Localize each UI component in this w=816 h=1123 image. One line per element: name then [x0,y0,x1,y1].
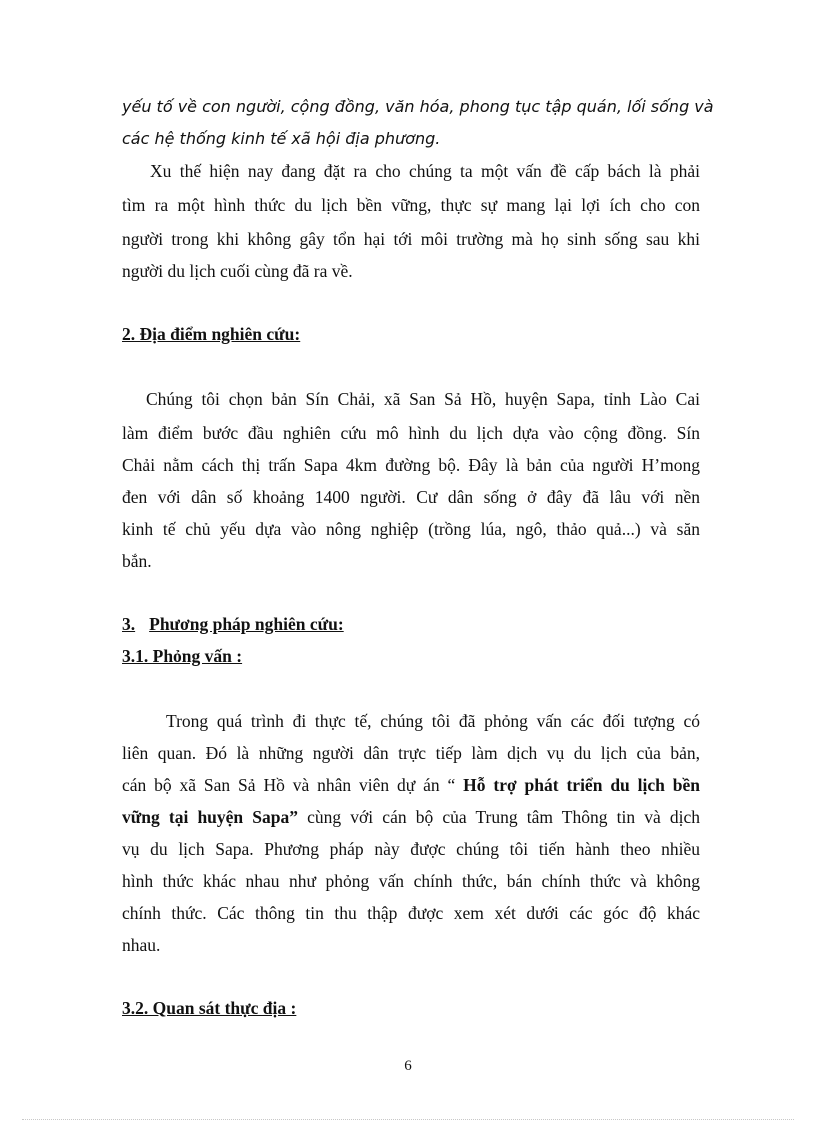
section-3-1-heading: 3.1. Phỏng vấn : [122,646,243,666]
section-3-number: 3. [122,614,136,634]
section-3-heading [122,614,344,635]
paragraph-line [122,806,700,828]
paragraph-line: hình thức khác nhau như phỏng vấn chính thức, bán chính thức và không [122,871,700,891]
paragraph-line: Chải nằm cách thị trấn Sapa 4km đường bộ. Đây là bản của người H’mong [122,455,700,475]
intro-line-1: yếu tố về con người, cộng đồng, văn hóa, phong tục tập quán, lối sống và [122,97,714,116]
section-3-2-heading: 3.2. Quan sát thực địa : [122,998,297,1018]
paragraph-line: người du lịch cuối cùng đã ra về. [122,261,353,281]
section-3-title: Phương pháp nghiên cứu: [149,614,344,634]
text-run: cán bộ xã San Sả Hồ và nhân viên dự án “ [122,775,464,795]
page-number: 6 [404,1058,412,1074]
paragraph-line: bắn. [122,551,152,571]
text-run: cùng với cán bộ của Trung tâm Thông tin và dịch [298,807,701,827]
paragraph-line: kinh tế chủ yếu dựa vào nông nghiệp (trồng lúa, ngô, thảo quả...) và săn [122,519,700,539]
paragraph-line: Chúng tôi chọn bản Sín Chải, xã San Sả Hồ, huyện Sapa, tỉnh Lào Cai [146,389,700,409]
intro-line-2: các hệ thống kinh tế xã hội địa phương. [122,129,441,148]
paragraph-line: người trong khi không gây tổn hại tới môi trường mà họ sinh sống sau khi [122,229,700,249]
paragraph-line: tìm ra một hình thức du lịch bền vững, thực sự mang lại lợi ích cho con [122,195,700,215]
section-2-heading: 2. Địa điểm nghiên cứu: [122,324,301,344]
paragraph-line: làm điểm bước đầu nghiên cứu mô hình du lịch dựa vào cộng đồng. Sín [122,423,700,443]
paragraph-line: đen với dân số khoảng 1400 người. Cư dân sống ở đây đã lâu với nền [122,487,700,507]
paragraph-line: nhau. [122,935,161,955]
page-bottom-divider [22,1119,794,1120]
project-name-bold: Hỗ trợ phát triển du lịch bền [463,775,700,795]
paragraph-line: Trong quá trình đi thực tế, chúng tôi đã phỏng vấn các đối tượng có [166,711,700,731]
paragraph-line: Xu thế hiện nay đang đặt ra cho chúng ta một vấn đề cấp bách là phải [150,161,700,181]
paragraph-line [122,774,700,796]
paragraph-line: liên quan. Đó là những người dân trực tiếp làm dịch vụ du lịch của bản, [122,743,700,763]
project-name-bold: vững tại huyện Sapa” [122,807,299,827]
paragraph-line: vụ du lịch Sapa. Phương pháp này được chúng tôi tiến hành theo nhiều [122,839,700,859]
paragraph-line: chính thức. Các thông tin thu thập được xem xét dưới các góc độ khác [122,903,700,923]
